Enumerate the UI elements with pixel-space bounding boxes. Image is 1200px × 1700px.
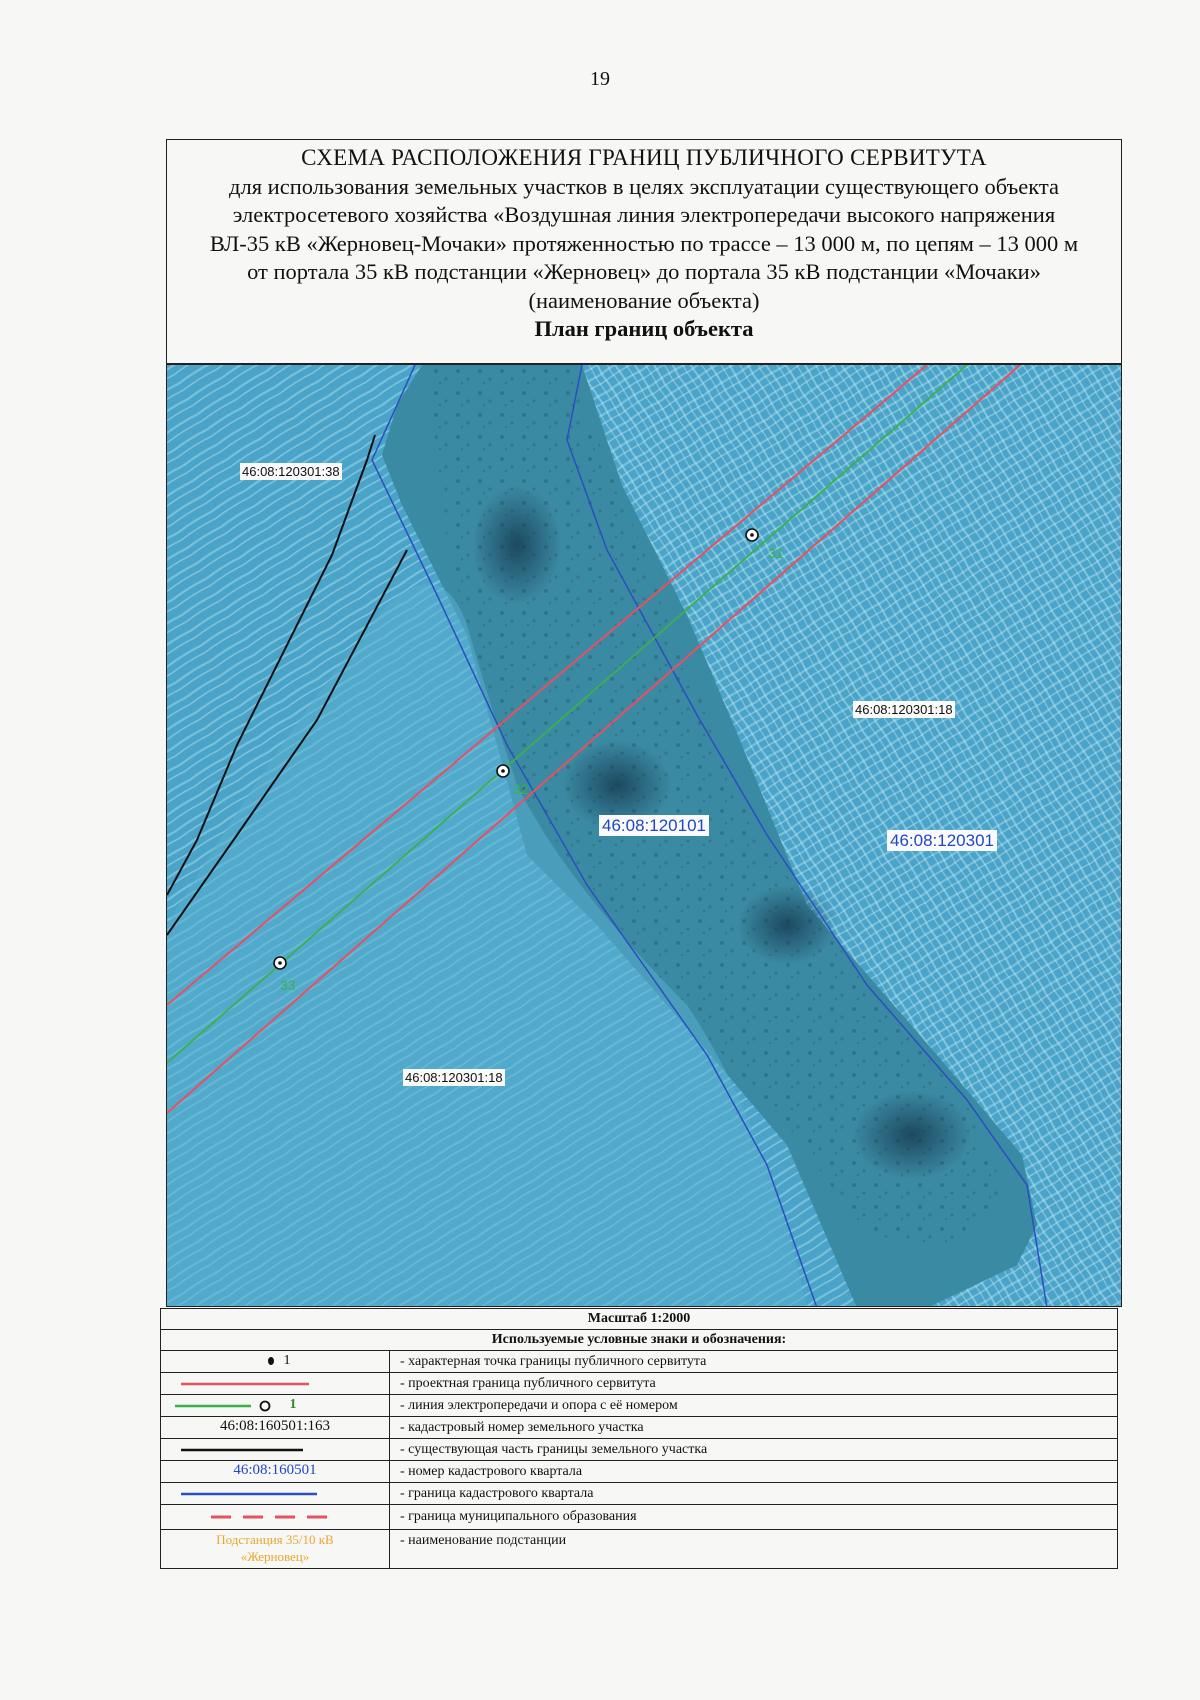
support-32 <box>497 765 509 777</box>
legend-row <box>161 1530 1117 1568</box>
legend-description: - линия электропередачи и опора с её номером <box>400 1398 678 1413</box>
legend-row <box>161 1483 1117 1505</box>
object-caption: (наименование объекта) <box>528 287 760 313</box>
legend-row <box>161 1351 1117 1373</box>
legend-symbol <box>161 1417 390 1438</box>
page-number: 19 <box>590 68 610 90</box>
support-31 <box>746 529 758 541</box>
legend-row <box>161 1461 1117 1483</box>
parcel-label: 46:08:120301:38 <box>242 464 340 479</box>
legend-symbol <box>161 1351 390 1372</box>
map-scale: Масштаб 1:2000 <box>161 1309 1117 1330</box>
quarter-number-sample: 46:08:160501 <box>233 1462 317 1478</box>
legend-symbol <box>161 1461 390 1482</box>
parcel-label: 46:08:120301:18 <box>405 1070 503 1085</box>
parcel-number-sample: 46:08:160501:163 <box>219 1418 330 1434</box>
quarter-label: 46:08:120301 <box>887 830 997 851</box>
legend-symbol <box>161 1505 390 1529</box>
title-block <box>166 139 1122 364</box>
legend-description: - характерная точка границы публичного сервитута <box>400 1354 707 1369</box>
document-title: СХЕМА РАСПОЛОЖЕНИЯ ГРАНИЦ ПУБЛИЧНОГО СЕРВИТУТА <box>301 145 987 170</box>
point-number: 1 <box>283 1353 291 1368</box>
legend-description: - номер кадастрового квартала <box>400 1464 583 1479</box>
legend-description: - проектная граница публичного сервитута <box>400 1376 656 1391</box>
legend-symbol <box>161 1530 390 1568</box>
legend-row <box>161 1505 1117 1530</box>
legend-symbol <box>161 1395 390 1416</box>
legend-row <box>161 1395 1117 1417</box>
legend-description: - наименование подстанции <box>400 1533 567 1548</box>
legend-description: - кадастровый номер земельного участка <box>400 1420 644 1435</box>
support-number-sample: 1 <box>289 1397 297 1412</box>
map-frame <box>166 364 1122 1307</box>
substation-label-sample: Подстанция 35/10 кВ «Жерновец» <box>216 1532 334 1564</box>
title-line-2: для использования земельных участков в целях эксплуатации существующего объекта <box>229 173 1059 199</box>
support-33 <box>274 957 286 969</box>
title-line-5: от портала 35 кВ подстанции «Жерновец» до портала 35 кВ подстанции «Мочаки» <box>247 259 1041 284</box>
legend-heading: Используемые условные знаки и обозначения: <box>161 1330 1117 1351</box>
title-line-4: ВЛ-35 кВ «Жерновец-Мочаки» протяженностью по трассе – 13 000 м, по цепям – 13 000 м <box>209 230 1079 256</box>
legend-symbol <box>161 1439 390 1460</box>
support-number: 32 <box>513 781 529 797</box>
legend-symbol <box>161 1483 390 1504</box>
plan-heading: План границ объекта <box>534 316 754 341</box>
parcel-label: 46:08:120301:18 <box>855 702 953 717</box>
legend-symbol <box>161 1373 390 1394</box>
quarter-label: 46:08:120101 <box>599 815 709 836</box>
title-line-3: электросетевого хозяйства «Воздушная линия электропередачи высокого напряжения <box>232 202 1056 227</box>
support-number: 33 <box>280 977 296 993</box>
legend-description: - граница муниципального образования <box>400 1509 637 1524</box>
legend-row <box>161 1417 1117 1439</box>
legend-description: - существующая часть границы земельного участка <box>400 1442 708 1457</box>
legend-description: - граница кадастрового квартала <box>400 1486 594 1501</box>
legend-row <box>161 1373 1117 1395</box>
support-number: 31 <box>768 545 784 561</box>
legend-row <box>161 1439 1117 1461</box>
legend-table <box>160 1308 1118 1569</box>
